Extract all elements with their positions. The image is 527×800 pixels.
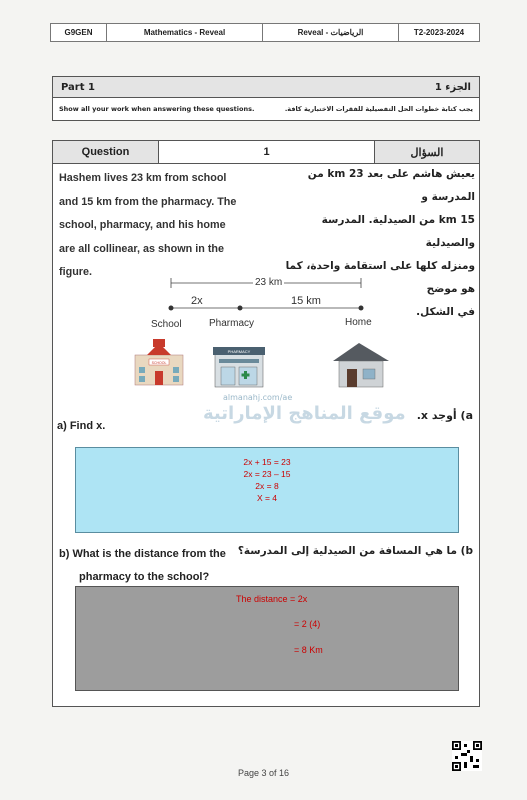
part-b-answer-box (75, 586, 459, 691)
segment-2x-label: 2x (191, 295, 203, 307)
pharmacy-sign: PHARMACY (227, 349, 251, 354)
text-line: Hashem lives 23 km from school (59, 172, 227, 184)
text-line: في الشكل. (416, 306, 475, 318)
answer-line: = 2 (4) (294, 619, 321, 629)
answer-line: X = 4 (256, 493, 278, 503)
part-box (52, 76, 480, 121)
school-sign: SCHOOL (151, 361, 167, 365)
part-a-answer-box (75, 447, 459, 533)
answer-line: The distance = 2x (236, 594, 308, 604)
answer-line: = 8 Km (294, 645, 323, 655)
part-title-en: Part 1 (61, 81, 95, 93)
home-label: Home (345, 317, 372, 328)
text-line: pharmacy to the school? (79, 571, 210, 583)
segment-15km-label: 15 km (291, 295, 321, 307)
question-label-ar: السؤال (410, 146, 444, 159)
text-line: figure. (59, 266, 92, 278)
school-label: School (151, 319, 182, 330)
text-line: school, pharmacy, and his home (59, 219, 226, 231)
subject-ar: Reveal - الرياضيات (263, 24, 399, 41)
question-label-en: Question (53, 141, 159, 163)
total-distance-label: 23 km (255, 277, 283, 288)
qr-code-icon (452, 741, 482, 771)
question-box (52, 140, 480, 707)
figure-lines (123, 273, 403, 393)
text-line: and 15 km from the pharmacy. The (59, 195, 237, 208)
part-instruction-ar: يجب كتابة خطوات الحل التفصيلية للفقرات الاختبارية كافة. (284, 105, 473, 113)
part-a-question-ar: a) أوجد x. (416, 409, 473, 422)
page-header (50, 23, 480, 42)
home-icon (333, 343, 389, 387)
answer-line: 2x = 23 – 15 (243, 469, 291, 479)
subject-en: Mathematics - Reveal (107, 24, 263, 41)
pharmacy-icon (213, 347, 265, 387)
question-number: 1 (159, 141, 375, 163)
text-line: يعيش هاشم على بعد 23 km من المدرسة و (307, 168, 475, 203)
watermark-text: موقع المناهج الإماراتية (203, 403, 406, 424)
part-a-question-en: a) Find x. (57, 420, 106, 432)
pharmacy-label: Pharmacy (209, 318, 255, 329)
watermark-url: almanahj.com/ae (223, 393, 293, 402)
text-line: are all collinear, as shown in the (59, 242, 225, 255)
course-code: G9GEN (51, 24, 107, 41)
text-line: b) What is the distance from the (59, 548, 226, 560)
part-instruction-en: Show all your work when answering these questions. (59, 105, 255, 113)
page-number: Page 3 of 16 (237, 768, 290, 778)
question-header (53, 141, 479, 164)
question-text-en (59, 167, 269, 285)
part-b-question-ar: b) ما هي المسافة من الصيدلية إلى المدرسة؟ (237, 545, 473, 557)
answer-line: 2x = 8 (255, 481, 279, 491)
part-title-ar: الجزء 1 (434, 81, 471, 93)
text-line: ومنزله كلها على استقامة واحدة، كما هو موضح (285, 260, 475, 295)
answer-line: 2x + 15 = 23 (243, 457, 291, 467)
collinear-figure (123, 273, 403, 393)
term: T2-2023-2024 (413, 28, 465, 37)
school-icon (135, 339, 183, 385)
text-line: 15 km من الصيدلية. المدرسة والصيدلية (321, 214, 475, 249)
